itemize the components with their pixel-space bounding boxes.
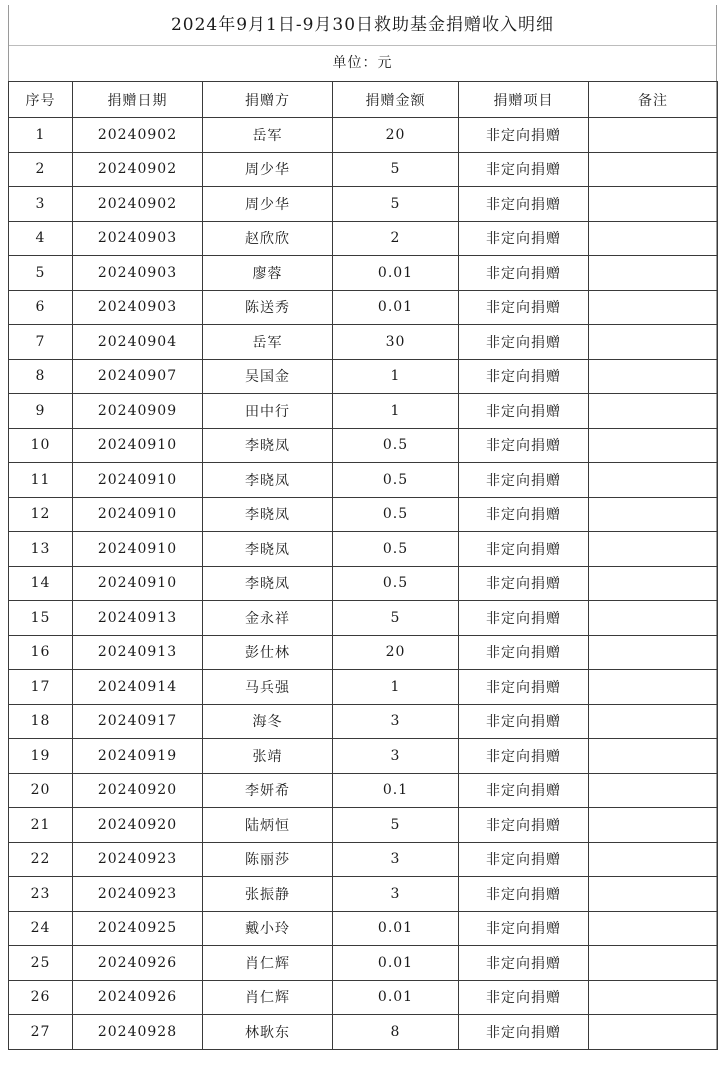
cell-project: 非定向捐赠 — [459, 359, 589, 394]
cell-project: 非定向捐赠 — [459, 118, 589, 153]
cell-amount: 30 — [333, 325, 459, 360]
cell-donor: 肖仁辉 — [203, 980, 333, 1015]
header-index: 序号 — [9, 82, 73, 118]
cell-index: 17 — [9, 670, 73, 705]
cell-note — [589, 739, 718, 774]
cell-donor: 李晓凤 — [203, 463, 333, 498]
header-row — [9, 82, 718, 118]
cell-amount: 3 — [333, 842, 459, 877]
cell-amount: 0.01 — [333, 980, 459, 1015]
table-row — [9, 1015, 718, 1050]
cell-project: 非定向捐赠 — [459, 980, 589, 1015]
cell-amount: 2 — [333, 221, 459, 256]
cell-date: 20240914 — [73, 670, 203, 705]
cell-donor: 廖蓉 — [203, 256, 333, 291]
cell-date: 20240910 — [73, 532, 203, 567]
cell-note — [589, 221, 718, 256]
table-row — [9, 566, 718, 601]
cell-note — [589, 773, 718, 808]
cell-date: 20240923 — [73, 842, 203, 877]
cell-date: 20240910 — [73, 497, 203, 532]
cell-amount: 0.5 — [333, 566, 459, 601]
cell-amount: 0.01 — [333, 946, 459, 981]
cell-donor: 李晓凤 — [203, 532, 333, 567]
header-amount: 捐赠金额 — [333, 82, 459, 118]
cell-amount: 3 — [333, 739, 459, 774]
table-row — [9, 946, 718, 981]
table-row — [9, 497, 718, 532]
cell-date: 20240926 — [73, 980, 203, 1015]
cell-project: 非定向捐赠 — [459, 877, 589, 912]
cell-date: 20240903 — [73, 221, 203, 256]
header-project: 捐赠项目 — [459, 82, 589, 118]
cell-index: 13 — [9, 532, 73, 567]
cell-amount: 0.5 — [333, 532, 459, 567]
cell-date: 20240925 — [73, 911, 203, 946]
table-row — [9, 601, 718, 636]
cell-amount: 20 — [333, 635, 459, 670]
cell-amount: 5 — [333, 187, 459, 222]
table-row — [9, 877, 718, 912]
table-row — [9, 704, 718, 739]
cell-amount: 0.1 — [333, 773, 459, 808]
cell-amount: 0.5 — [333, 428, 459, 463]
table-row — [9, 532, 718, 567]
table-row — [9, 773, 718, 808]
cell-donor: 李晓凤 — [203, 428, 333, 463]
cell-index: 27 — [9, 1015, 73, 1050]
table-row — [9, 394, 718, 429]
table-row — [9, 118, 718, 153]
cell-project: 非定向捐赠 — [459, 1015, 589, 1050]
table-row — [9, 428, 718, 463]
cell-note — [589, 359, 718, 394]
cell-amount: 3 — [333, 877, 459, 912]
cell-note — [589, 118, 718, 153]
cell-note — [589, 1015, 718, 1050]
cell-note — [589, 497, 718, 532]
cell-date: 20240913 — [73, 635, 203, 670]
cell-date: 20240928 — [73, 1015, 203, 1050]
cell-project: 非定向捐赠 — [459, 152, 589, 187]
cell-project: 非定向捐赠 — [459, 256, 589, 291]
cell-date: 20240903 — [73, 256, 203, 291]
cell-note — [589, 394, 718, 429]
cell-date: 20240904 — [73, 325, 203, 360]
cell-project: 非定向捐赠 — [459, 394, 589, 429]
cell-project: 非定向捐赠 — [459, 704, 589, 739]
cell-donor: 肖仁辉 — [203, 946, 333, 981]
cell-donor: 田中行 — [203, 394, 333, 429]
cell-date: 20240909 — [73, 394, 203, 429]
table-row — [9, 739, 718, 774]
cell-project: 非定向捐赠 — [459, 670, 589, 705]
cell-amount: 0.5 — [333, 463, 459, 498]
cell-note — [589, 670, 718, 705]
cell-index: 6 — [9, 290, 73, 325]
table-row — [9, 221, 718, 256]
donation-sheet — [8, 5, 717, 1050]
cell-note — [589, 704, 718, 739]
cell-index: 16 — [9, 635, 73, 670]
cell-index: 20 — [9, 773, 73, 808]
cell-donor: 周少华 — [203, 152, 333, 187]
table-row — [9, 187, 718, 222]
cell-donor: 岳军 — [203, 118, 333, 153]
cell-amount: 8 — [333, 1015, 459, 1050]
cell-note — [589, 980, 718, 1015]
cell-note — [589, 842, 718, 877]
cell-donor: 李妍希 — [203, 773, 333, 808]
cell-amount: 3 — [333, 704, 459, 739]
cell-index: 2 — [9, 152, 73, 187]
cell-donor: 张振静 — [203, 877, 333, 912]
cell-date: 20240917 — [73, 704, 203, 739]
cell-index: 3 — [9, 187, 73, 222]
cell-note — [589, 808, 718, 843]
cell-donor: 赵欣欣 — [203, 221, 333, 256]
cell-project: 非定向捐赠 — [459, 739, 589, 774]
header-date: 捐赠日期 — [73, 82, 203, 118]
cell-index: 22 — [9, 842, 73, 877]
cell-note — [589, 152, 718, 187]
cell-amount: 1 — [333, 394, 459, 429]
cell-index: 9 — [9, 394, 73, 429]
unit-label: 单位：元 — [332, 55, 393, 71]
cell-amount: 5 — [333, 601, 459, 636]
cell-donor: 金永祥 — [203, 601, 333, 636]
cell-donor: 李晓凤 — [203, 497, 333, 532]
cell-date: 20240907 — [73, 359, 203, 394]
cell-amount: 1 — [333, 359, 459, 394]
cell-project: 非定向捐赠 — [459, 842, 589, 877]
cell-amount: 0.01 — [333, 911, 459, 946]
table-row — [9, 808, 718, 843]
table-body — [9, 118, 718, 1050]
cell-note — [589, 877, 718, 912]
cell-project: 非定向捐赠 — [459, 946, 589, 981]
table-row — [9, 911, 718, 946]
cell-index: 11 — [9, 463, 73, 498]
cell-note — [589, 532, 718, 567]
cell-date: 20240910 — [73, 566, 203, 601]
table-row — [9, 290, 718, 325]
table-row — [9, 635, 718, 670]
cell-date: 20240910 — [73, 463, 203, 498]
cell-donor: 岳军 — [203, 325, 333, 360]
cell-project: 非定向捐赠 — [459, 187, 589, 222]
cell-note — [589, 635, 718, 670]
header-note: 备注 — [589, 82, 718, 118]
cell-donor: 马兵强 — [203, 670, 333, 705]
cell-amount: 0.5 — [333, 497, 459, 532]
cell-index: 12 — [9, 497, 73, 532]
cell-date: 20240902 — [73, 118, 203, 153]
cell-index: 14 — [9, 566, 73, 601]
cell-note — [589, 463, 718, 498]
cell-project: 非定向捐赠 — [459, 635, 589, 670]
cell-donor: 李晓凤 — [203, 566, 333, 601]
page-title: 2024年9月1日-9月30日救助基金捐赠收入明细 — [9, 5, 716, 46]
cell-date: 20240913 — [73, 601, 203, 636]
cell-index: 24 — [9, 911, 73, 946]
cell-project: 非定向捐赠 — [459, 532, 589, 567]
cell-date: 20240902 — [73, 187, 203, 222]
cell-date: 20240920 — [73, 808, 203, 843]
cell-index: 26 — [9, 980, 73, 1015]
cell-date: 20240910 — [73, 428, 203, 463]
cell-donor: 陈丽莎 — [203, 842, 333, 877]
cell-index: 5 — [9, 256, 73, 291]
cell-date: 20240902 — [73, 152, 203, 187]
cell-project: 非定向捐赠 — [459, 773, 589, 808]
cell-note — [589, 325, 718, 360]
cell-donor: 陆炳恒 — [203, 808, 333, 843]
cell-project: 非定向捐赠 — [459, 428, 589, 463]
cell-amount: 20 — [333, 118, 459, 153]
cell-project: 非定向捐赠 — [459, 808, 589, 843]
cell-date: 20240926 — [73, 946, 203, 981]
cell-index: 1 — [9, 118, 73, 153]
cell-amount: 5 — [333, 152, 459, 187]
cell-donor: 吴国金 — [203, 359, 333, 394]
cell-index: 21 — [9, 808, 73, 843]
cell-amount: 0.01 — [333, 290, 459, 325]
cell-index: 8 — [9, 359, 73, 394]
cell-amount: 0.01 — [333, 256, 459, 291]
cell-donor: 海冬 — [203, 704, 333, 739]
table-row — [9, 359, 718, 394]
cell-donor: 林耿东 — [203, 1015, 333, 1050]
cell-index: 4 — [9, 221, 73, 256]
cell-note — [589, 946, 718, 981]
cell-note — [589, 911, 718, 946]
cell-project: 非定向捐赠 — [459, 566, 589, 601]
cell-date: 20240920 — [73, 773, 203, 808]
header-donor: 捐赠方 — [203, 82, 333, 118]
cell-note — [589, 187, 718, 222]
table-row — [9, 463, 718, 498]
cell-index: 18 — [9, 704, 73, 739]
cell-note — [589, 428, 718, 463]
cell-project: 非定向捐赠 — [459, 601, 589, 636]
cell-date: 20240923 — [73, 877, 203, 912]
cell-note — [589, 601, 718, 636]
cell-project: 非定向捐赠 — [459, 221, 589, 256]
cell-project: 非定向捐赠 — [459, 463, 589, 498]
cell-project: 非定向捐赠 — [459, 497, 589, 532]
cell-index: 7 — [9, 325, 73, 360]
table-row — [9, 325, 718, 360]
cell-index: 23 — [9, 877, 73, 912]
cell-donor: 张靖 — [203, 739, 333, 774]
cell-index: 25 — [9, 946, 73, 981]
cell-note — [589, 256, 718, 291]
cell-amount: 1 — [333, 670, 459, 705]
cell-amount: 5 — [333, 808, 459, 843]
table-row — [9, 256, 718, 291]
cell-date: 20240903 — [73, 290, 203, 325]
table-row — [9, 670, 718, 705]
cell-index: 15 — [9, 601, 73, 636]
cell-project: 非定向捐赠 — [459, 290, 589, 325]
cell-index: 19 — [9, 739, 73, 774]
cell-date: 20240919 — [73, 739, 203, 774]
cell-note — [589, 566, 718, 601]
cell-donor: 陈送秀 — [203, 290, 333, 325]
table-row — [9, 842, 718, 877]
cell-donor: 彭仕林 — [203, 635, 333, 670]
cell-index: 10 — [9, 428, 73, 463]
cell-project: 非定向捐赠 — [459, 911, 589, 946]
table-row — [9, 152, 718, 187]
cell-donor: 周少华 — [203, 187, 333, 222]
table-row — [9, 980, 718, 1015]
cell-donor: 戴小玲 — [203, 911, 333, 946]
cell-project: 非定向捐赠 — [459, 325, 589, 360]
donation-table — [8, 81, 718, 1050]
table-header — [9, 82, 718, 118]
cell-note — [589, 290, 718, 325]
